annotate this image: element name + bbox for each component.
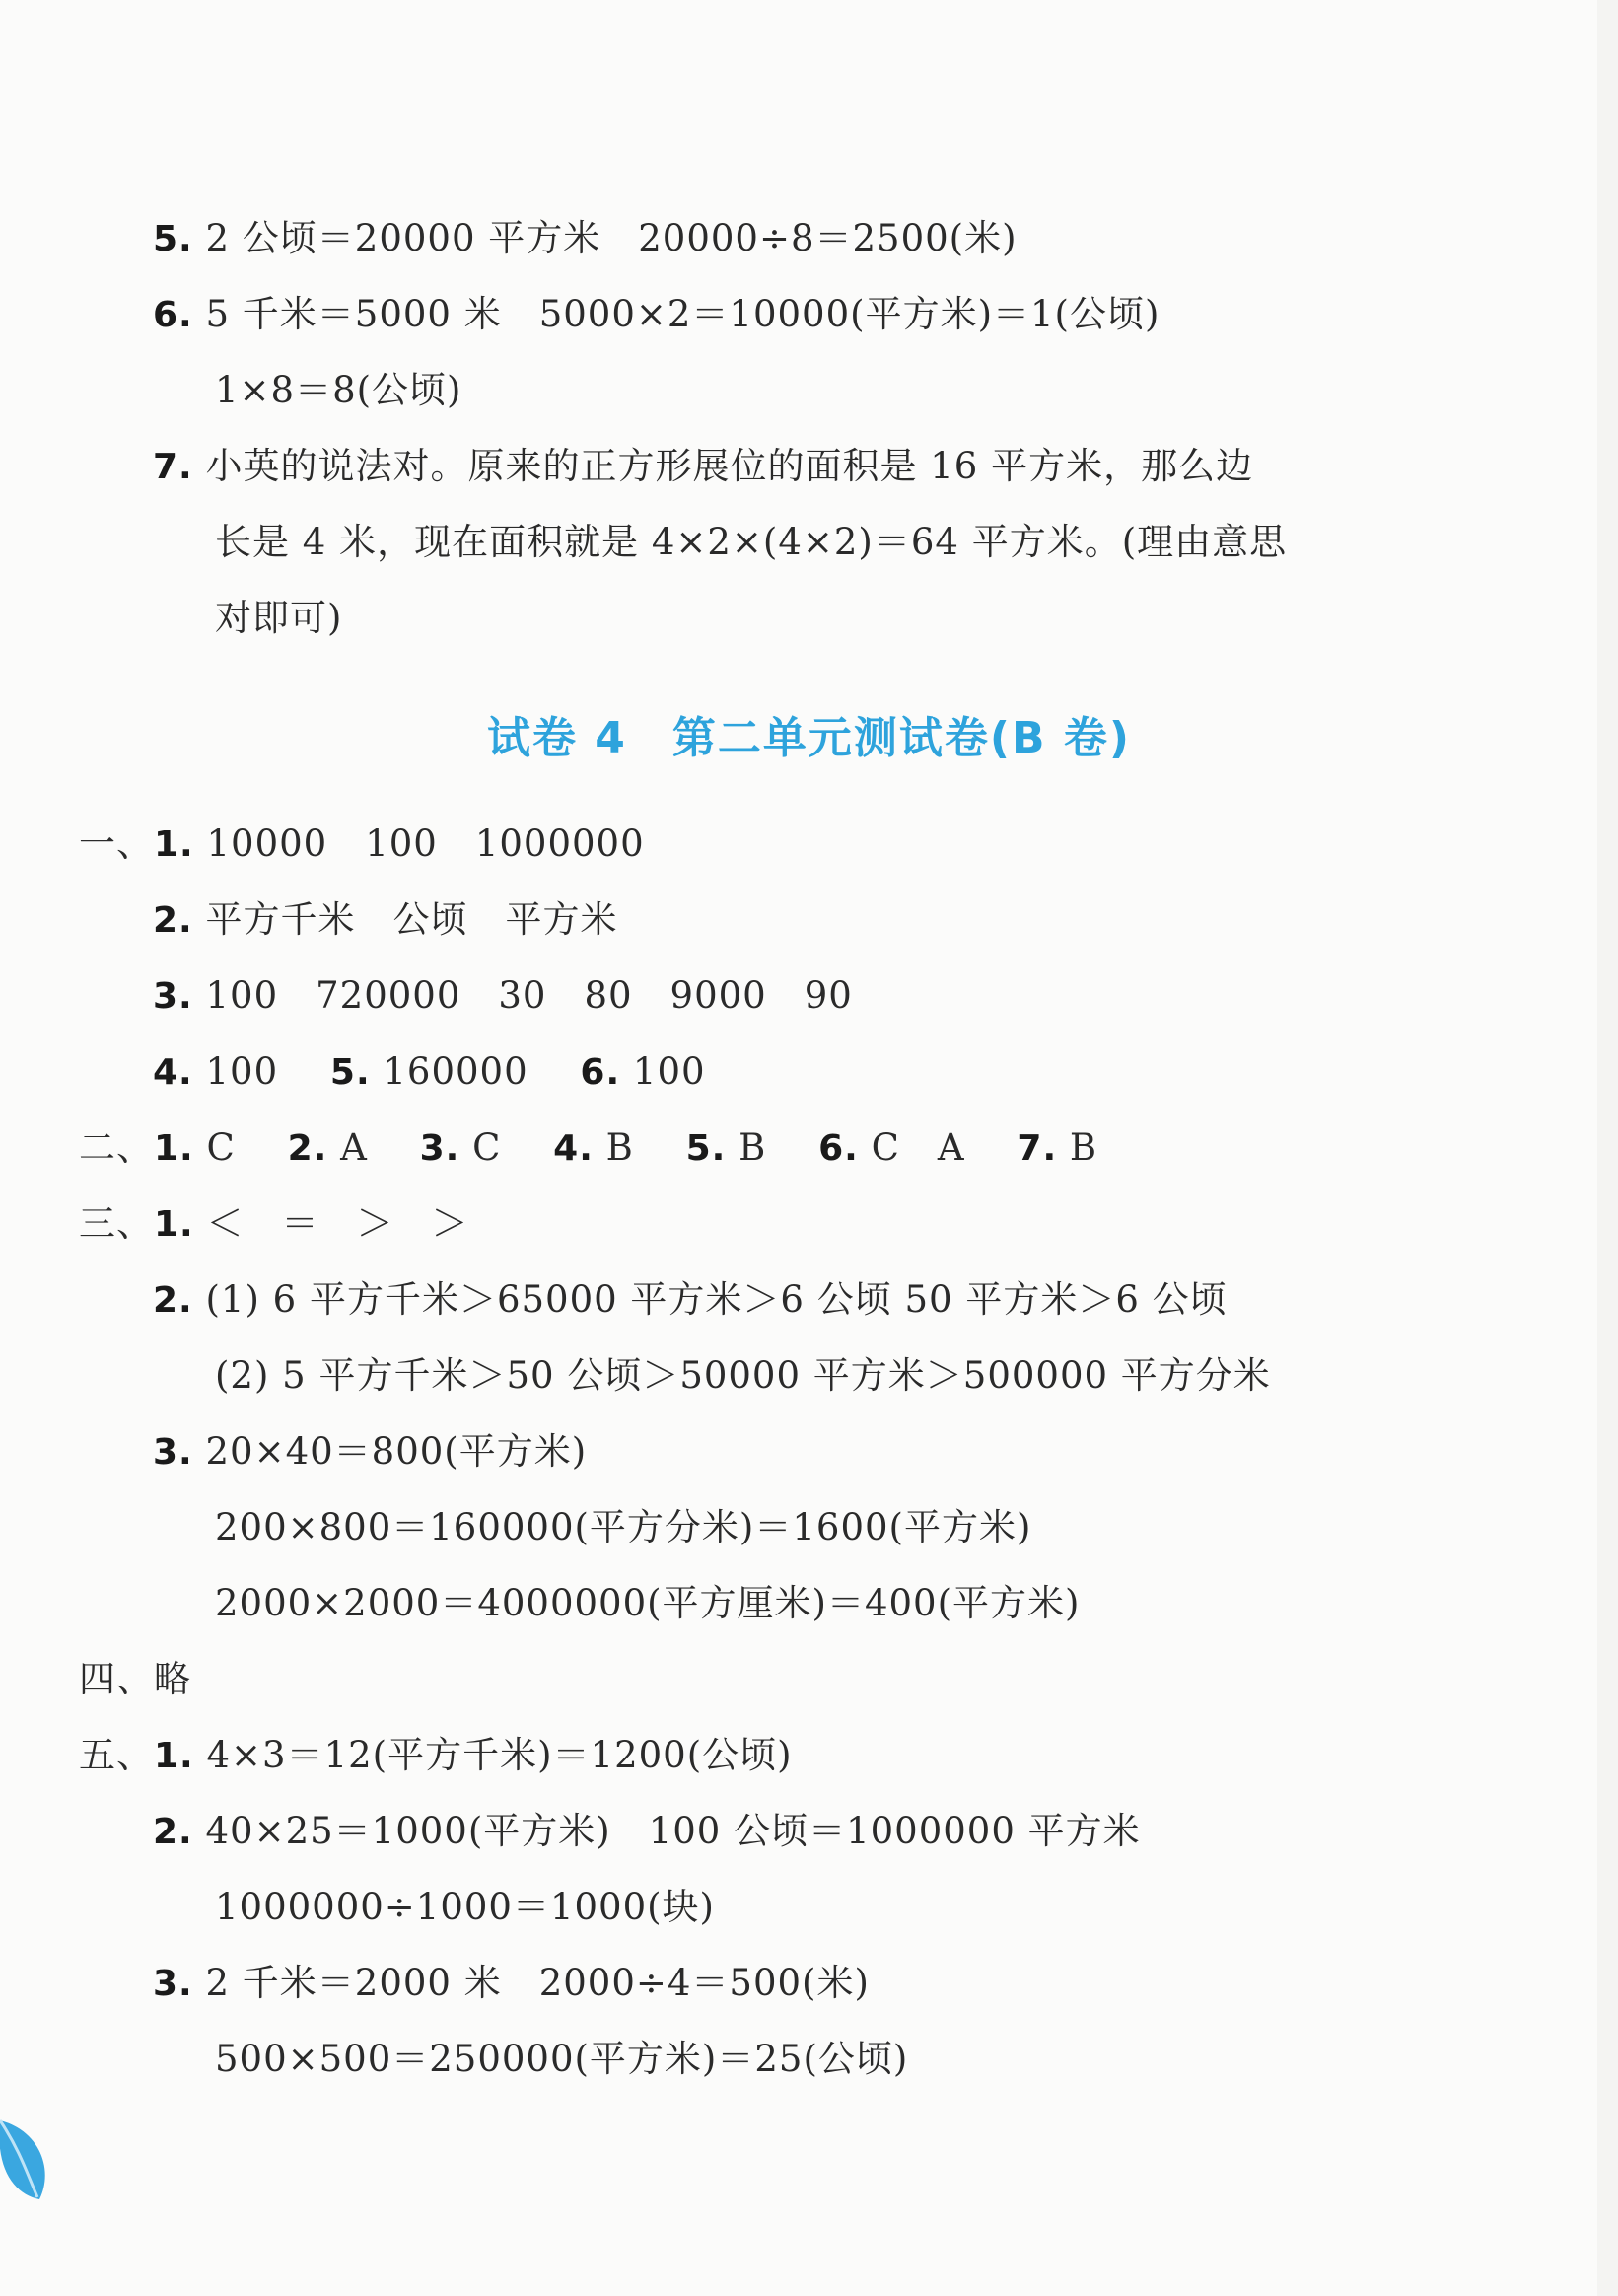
answer-line: [153, 214, 1018, 264]
answer-text: C A: [871, 1126, 965, 1169]
question-number: 3.: [419, 1128, 460, 1169]
answer-line: [153, 1047, 706, 1098]
question-number: 4.: [553, 1128, 594, 1169]
question-number: 1.: [154, 1736, 194, 1776]
question-number: 3.: [153, 976, 193, 1017]
question-number: 1.: [154, 825, 194, 865]
answer-text: 2 千米＝2000 米 2000÷4＝500(米): [205, 1962, 870, 2004]
answer-line: [153, 1807, 1141, 1857]
question-number: 2.: [153, 900, 193, 941]
section-marker: 一、: [79, 823, 154, 865]
answer-text: B: [739, 1126, 767, 1169]
answer-text: 1000000÷1000＝1000(块): [215, 1886, 715, 1928]
answer-line: [79, 1655, 191, 1704]
answer-line: [215, 594, 342, 643]
answer-text: 200×800＝160000(平方分米)＝1600(平方米): [215, 1506, 1032, 1548]
answer-line: [153, 1427, 587, 1477]
answer-text: ＜ ＝ ＞ ＞: [206, 1202, 469, 1245]
section-marker: 二、: [79, 1126, 154, 1169]
answer-text: 平方千米 公顷 平方米: [205, 898, 618, 941]
question-number: 6.: [580, 1052, 621, 1093]
question-number: 5.: [685, 1128, 727, 1169]
answer-text: 5 千米＝5000 米 5000×2＝10000(平方米)＝1(公顷): [205, 293, 1161, 335]
question-number: 2.: [153, 1812, 193, 1852]
section-marker: 三、: [79, 1202, 154, 1245]
answer-text: 对即可): [215, 597, 343, 639]
answer-line: [153, 1275, 1228, 1326]
question-number: 7.: [153, 447, 193, 487]
answer-line: [215, 2035, 908, 2084]
answer-text: C: [206, 1126, 236, 1169]
answer-text: 100 720000 30 80 9000 90: [205, 974, 853, 1017]
question-number: 2.: [287, 1128, 328, 1169]
question-number: 4.: [153, 1052, 193, 1093]
answer-line: [79, 820, 645, 870]
answer-text: (2) 5 平方千米＞50 公顷＞50000 平方米＞500000 平方分米: [215, 1354, 1271, 1397]
answer-text: B: [605, 1126, 634, 1169]
answer-text: (1) 6 平方千米＞65000 平方米＞6 公顷 50 平方米＞6 公顷: [205, 1278, 1228, 1321]
answer-text: 20×40＝800(平方米): [205, 1430, 588, 1472]
answer-text: 1×8＝8(公顷): [215, 369, 462, 411]
question-number: 2.: [153, 1280, 193, 1321]
question-number: 1.: [154, 1204, 194, 1245]
answer-text: B: [1069, 1126, 1098, 1169]
answer-text: 小英的说法对。原来的正方形展位的面积是 16 平方米，那么边: [205, 445, 1254, 487]
answer-text: 长是 4 米，现在面积就是 4×2×(4×2)＝64 平方米。(理由意思: [215, 521, 1288, 563]
answer-text: 略: [154, 1658, 191, 1700]
answer-text: C: [472, 1126, 502, 1169]
question-number: 5.: [153, 219, 193, 259]
answer-line: [79, 1123, 1097, 1174]
answer-line: [153, 442, 1253, 492]
answer-line: [215, 518, 1287, 567]
answer-text: 10000 100 1000000: [206, 823, 645, 865]
question-number: 6.: [818, 1128, 859, 1169]
section-marker: 四、: [79, 1658, 154, 1700]
answer-line: [79, 1731, 793, 1781]
question-number: 3.: [153, 1964, 193, 2004]
answer-text: 4×3＝12(平方千米)＝1200(公顷): [206, 1734, 793, 1776]
question-number: 7.: [1017, 1128, 1058, 1169]
answer-text: 160000: [383, 1050, 528, 1093]
answer-line: [153, 971, 853, 1022]
answer-text: 40×25＝1000(平方米) 100 公顷＝1000000 平方米: [205, 1810, 1141, 1852]
answer-line: [215, 1883, 715, 1932]
answer-line: [153, 896, 618, 946]
answer-text: 100: [205, 1050, 279, 1093]
question-number: 1.: [154, 1128, 194, 1169]
answer-text: 2000×2000＝4000000(平方厘米)＝400(平方米): [215, 1582, 1081, 1624]
answer-text: 2 公顷＝20000 平方米 20000÷8＝2500(米): [205, 217, 1018, 259]
answer-line: [153, 1959, 870, 2009]
answer-text: 100: [632, 1050, 706, 1093]
section-title: 试卷 4 第二单元测试卷(B 卷): [486, 713, 1131, 763]
question-number: 3.: [153, 1432, 193, 1472]
answer-line: [215, 1351, 1271, 1400]
answer-line: [215, 1579, 1080, 1628]
leaf-decoration-icon: [0, 2101, 59, 2209]
answer-text: A: [340, 1126, 368, 1169]
answer-text: 500×500＝250000(平方米)＝25(公顷): [215, 2038, 909, 2080]
question-number: 6.: [153, 295, 193, 335]
answer-line: [153, 290, 1160, 340]
answer-line: [215, 366, 462, 415]
answer-line: [79, 1199, 469, 1250]
question-number: 5.: [329, 1052, 371, 1093]
answer-line: [215, 1503, 1031, 1552]
section-marker: 五、: [79, 1734, 154, 1776]
